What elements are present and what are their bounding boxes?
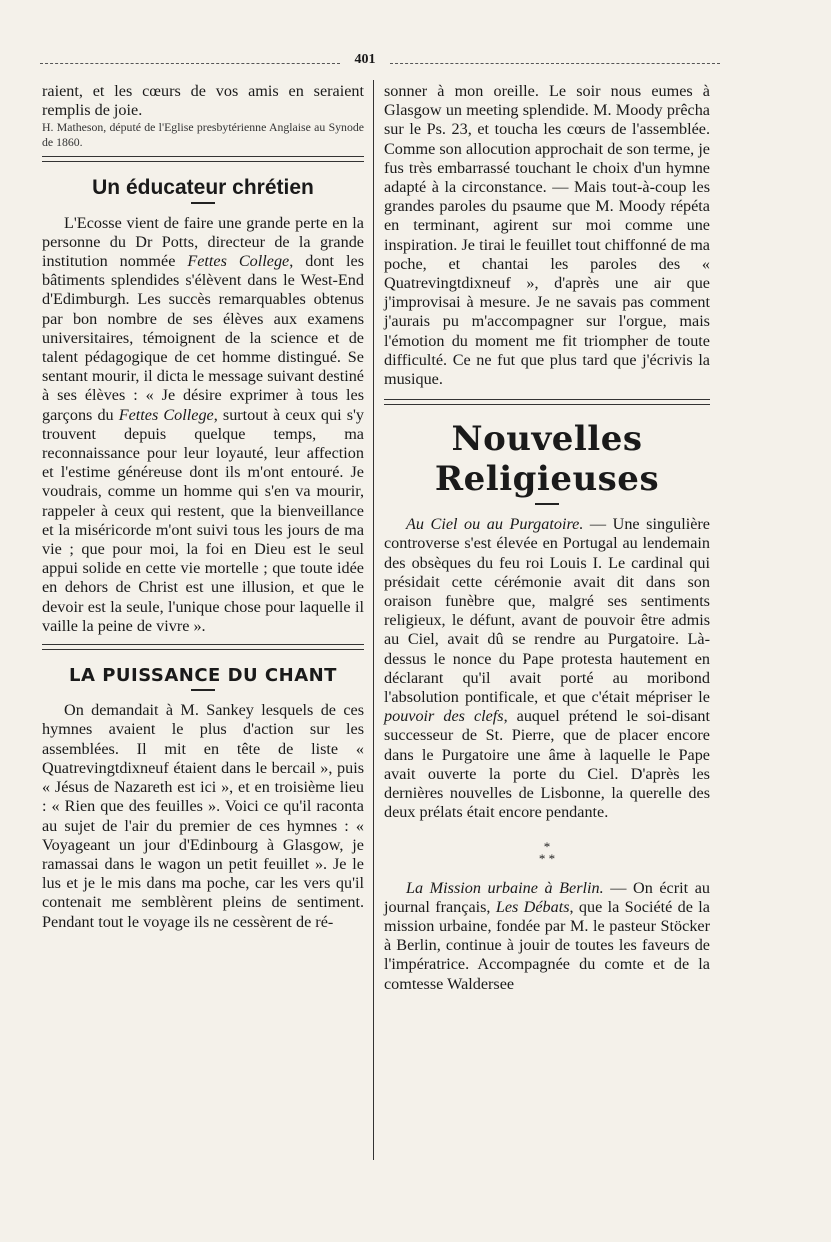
asterism-bottom: * * xyxy=(538,850,556,866)
text-run: — On écrit au journal français, xyxy=(384,878,710,916)
page-header xyxy=(40,52,720,74)
article-paragraph: On demandait à M. Sankey lesquels de ces hymnes avaient le plus d'action sur les assemblées. Il mit en tête de liste « Quatrevingtdixneuf étaient dans le bercail », puis « Jésus de Nazareth est ici », et en troisième lieu : « Rien que des feuilles ». Voici ce qu'il raconta au sujet de l'air du premier de ces hymnes : « Voyageant un jour d'Edinbourg à Glasgow, je ramassai dans le wagon un petit feuillet ». Je le lus et je le mis dans ma poche, car les vers qu'il contenait me semblèrent pleins de sentiment. Pendant tout le voyage ils ne cessèrent de ré- xyxy=(42,701,364,931)
asterism-top: * xyxy=(543,838,551,854)
text-run: , que la Société de la mission urbaine, fondée par M. le pasteur Stöcker à Berlin, continue à jouir de toutes les faveurs de l'impératrice. Accompagnée du comte et de la comtesse Waldersee xyxy=(384,897,710,993)
article-title: Un éducateur chrétien xyxy=(92,176,314,200)
continuation-text: sonner à mon oreille. Le soir nous eumes à Glasgow un meeting splendide. M. Moody prêcha sur le Ps. 23, et toucha les cœurs de l'assemblée. Comme son allocution approchait de son terme, je fus très embarrassé touchant le choix d'un hymne adapté à la circonstance. — Mais tout-à-coup les grandes paroles du psaume que M. Moody répéta en terminant, agirent sur moi comme une inspiration. Je tirai le feuillet tout chiffonné de ma poche, et chantai les paroles des « Quatrevingtdixneuf », d'après une air que j'improvisai à mesure. Je ne savais pas comment j'aurais pu m'accompagner sur l'orgue, mais l'émotion du moment me fit triompher de toute difficulté. Ce ne fut que plus tard que j'écrivis la musique. xyxy=(384,82,710,389)
text-run: , dont les bâtiments splendides s'élèvent dans le West-End d'Edimburgh. Les succès remarquables obtenus par bon nombre de ses élèves aux examens universitaires, témoignent de la science et de talent pédagogique de cet homme distingué. Se sentant mourir, il dicta le message suivant destiné à ses élèves : « Je désire exprimer à tous les garçons du xyxy=(42,252,365,424)
attribution: H. Matheson, député de l'Eglise presbytérienne Anglaise au Synode de 1860. xyxy=(42,120,364,150)
text-run: L'Ecosse vient de faire une grande perte en la personne du Dr Potts, directeur de la grande institution nommée xyxy=(42,213,364,271)
section-divider xyxy=(384,399,710,405)
italic-run: Les Débats xyxy=(495,897,570,916)
header-rule-left xyxy=(40,63,340,64)
right-column xyxy=(384,82,710,994)
text-run: , surtout à ceux qui s'y trouvent depuis quelque temps, ma reconnaissance pour leur loyauté, leur affection et l'estime généreuse dont ils m'ont entouré. Je voudrais, comme un homme qui s'en va mourir, rappeler à ceux qui restent, que la bienveillance et la miséricorde m'ont suivi tous les jours de ma vie ; que pour moi, la foi en Dieu est le seul appui solide en cette vie mortelle ; que toute idée en dehors de Christ est une illusion, et que le devoir est la seule, l'unique chose pour laquelle il vaille la peine de vivre ». xyxy=(42,405,365,635)
page-number: 401 xyxy=(354,52,376,67)
article-title: LA PUISSANCE DU CHANT xyxy=(69,665,337,687)
italic-run: pouvoir des clefs xyxy=(384,707,504,726)
left-column xyxy=(42,82,364,932)
text-run: — Une singulière controverse s'est élevée en Portugal au lendemain des obsèques du feu roi Louis I. Le cardinal qui présidait cette cérémonie avait dit dans son oraison funèbre que, malgré ses sentiments religieux, le défunt, avant de pouvoir être admis au Ciel, avait dû se rendre au Purgatoire. Là-dessus le nonce du Pape protesta hautement en déclarant qu'il avait porté au moribond l'absolution pontificale, et que c'était mépriser le xyxy=(384,515,710,707)
italic-run: Fettes College xyxy=(187,252,290,271)
continuation-text: raient, et les cœurs de vos amis en seraient remplis de joie. xyxy=(42,82,364,120)
section-title: Nouvelles Religieuses xyxy=(434,419,660,500)
text-run: , auquel prétend le soi-disant successeur de St. Pierre, que de placer encore dans le Purgatoire une âme à laquelle le Pape avait ouverte la porte du Ciel. D'après les dernières nouvelles de Lisbonne, la querelle des deux prélats était encore pendante. xyxy=(384,707,710,822)
title-rule xyxy=(191,689,215,691)
italic-run: Fettes College xyxy=(118,405,214,424)
header-rule-right xyxy=(390,63,720,64)
news-lead: La Mission urbaine à Berlin. xyxy=(406,878,604,897)
news-lead: Au Ciel ou au Purgatoire. xyxy=(406,515,584,534)
section-divider xyxy=(42,156,364,162)
asterism xyxy=(384,838,710,866)
section-divider xyxy=(42,644,364,650)
news-item xyxy=(384,515,710,822)
title-rule xyxy=(535,503,559,505)
article-paragraph xyxy=(42,214,364,636)
news-item xyxy=(384,879,710,994)
title-rule xyxy=(191,202,215,204)
column-divider xyxy=(373,80,374,1160)
